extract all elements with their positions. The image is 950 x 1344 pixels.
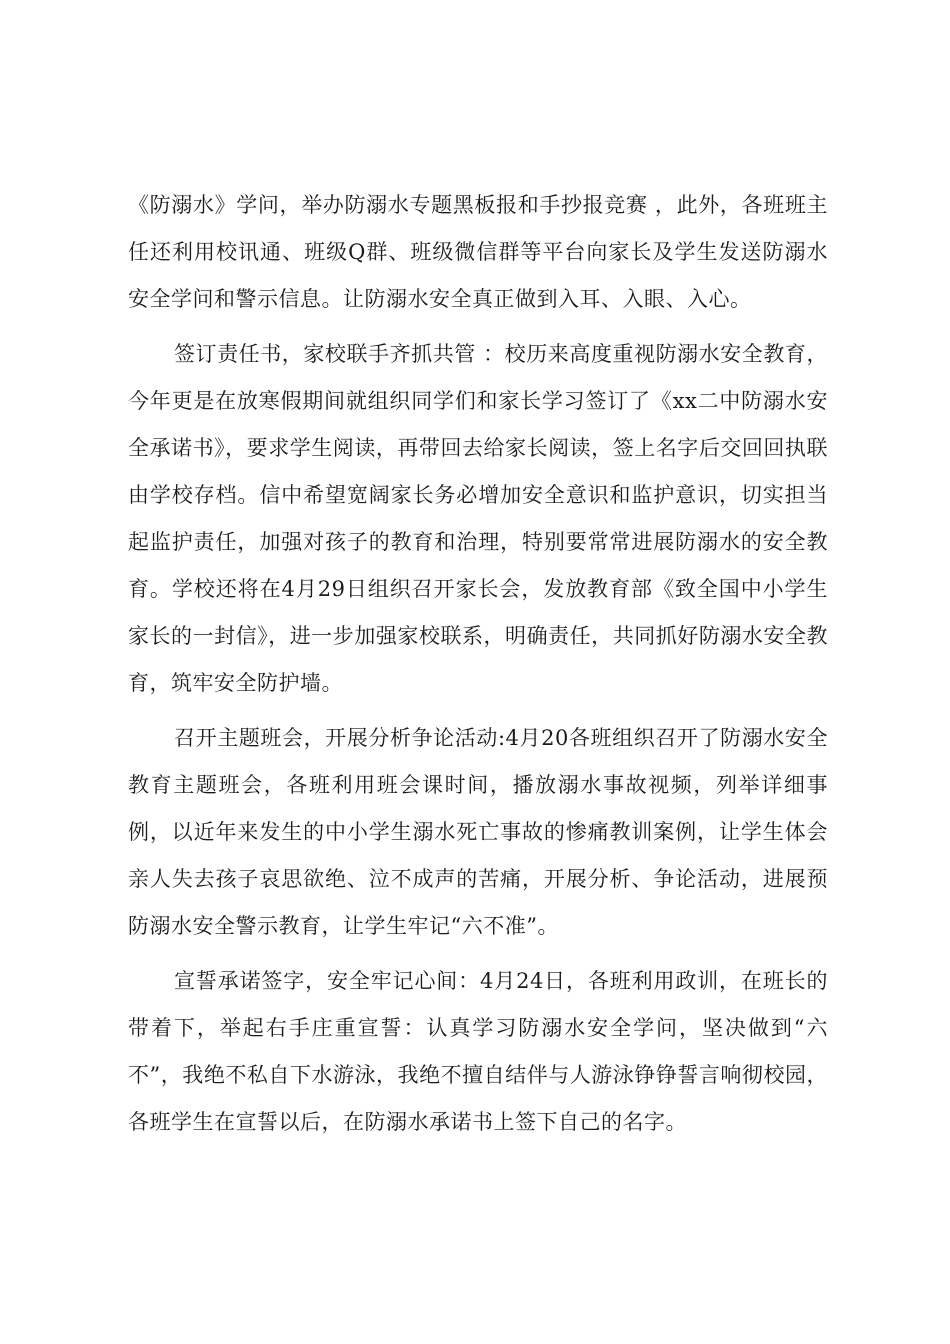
paragraph-responsibility-letter: 签订责任书，家校联手齐抓共管 ：校历来高度重视防溺水安全教育，今年更是在放寒假期间就组织同学们和家长学习签订了《xx二中防溺水安全承诺书》，要求学生阅读，再带回去给家长阅读，签上名字后交回回执联由学校存档。信中希望宽阔家长务必增加安全意识和监护意识，切实担当起监护责任，加强对孩子的教育和治理，特别要常常进展防溺水的安全教育。学校还将在4月29日组织召开家长会，发放教育部《致全国中小学生家长的一封信》，进一步加强家校联系，明确责任，共同抓好防溺水安全教育，筑牢安全防护墙。 (128, 342, 828, 695)
paragraph-oath-signing: 宣誓承诺签字，安全牢记心间：4月24日，各班利用政训，在班长的带着下，举起右手庄重宣誓：认真学习防溺水安全学问，坚决做到“六不”，我绝不私自下水游泳，我绝不擅自结伴与人游泳铮铮誓言响彻校园，各班学生在宣誓以后，在防溺水承诺书上签下自己的名字。 (128, 969, 828, 1134)
paragraph-continuation: 《防溺水》学问，举办防溺水专题黑板报和手抄报竞赛 ，此外，各班班主任还利用校讯通、班级Q群、班级微信群等平台向家长及学生发送防溺水安全学问和警示信息。让防溺水安全真正做到入耳、入眼、入心。 (128, 193, 828, 311)
paragraph-theme-class-meeting: 召开主题班会，开展分析争论活动:4月20各班组织召开了防溺水安全教育主题班会，各班利用班会课时间，播放溺水事故视频，列举详细事例，以近年来发生的中小学生溺水死亡事故的惨痛教训案例，让学生体会亲人失去孩子哀思欲绝、泣不成声的苦痛，开展分析、争论活动，进展预防溺水安全警示教育，让学生牢记“六不准”。 (128, 726, 828, 938)
document-body (128, 182, 828, 1154)
